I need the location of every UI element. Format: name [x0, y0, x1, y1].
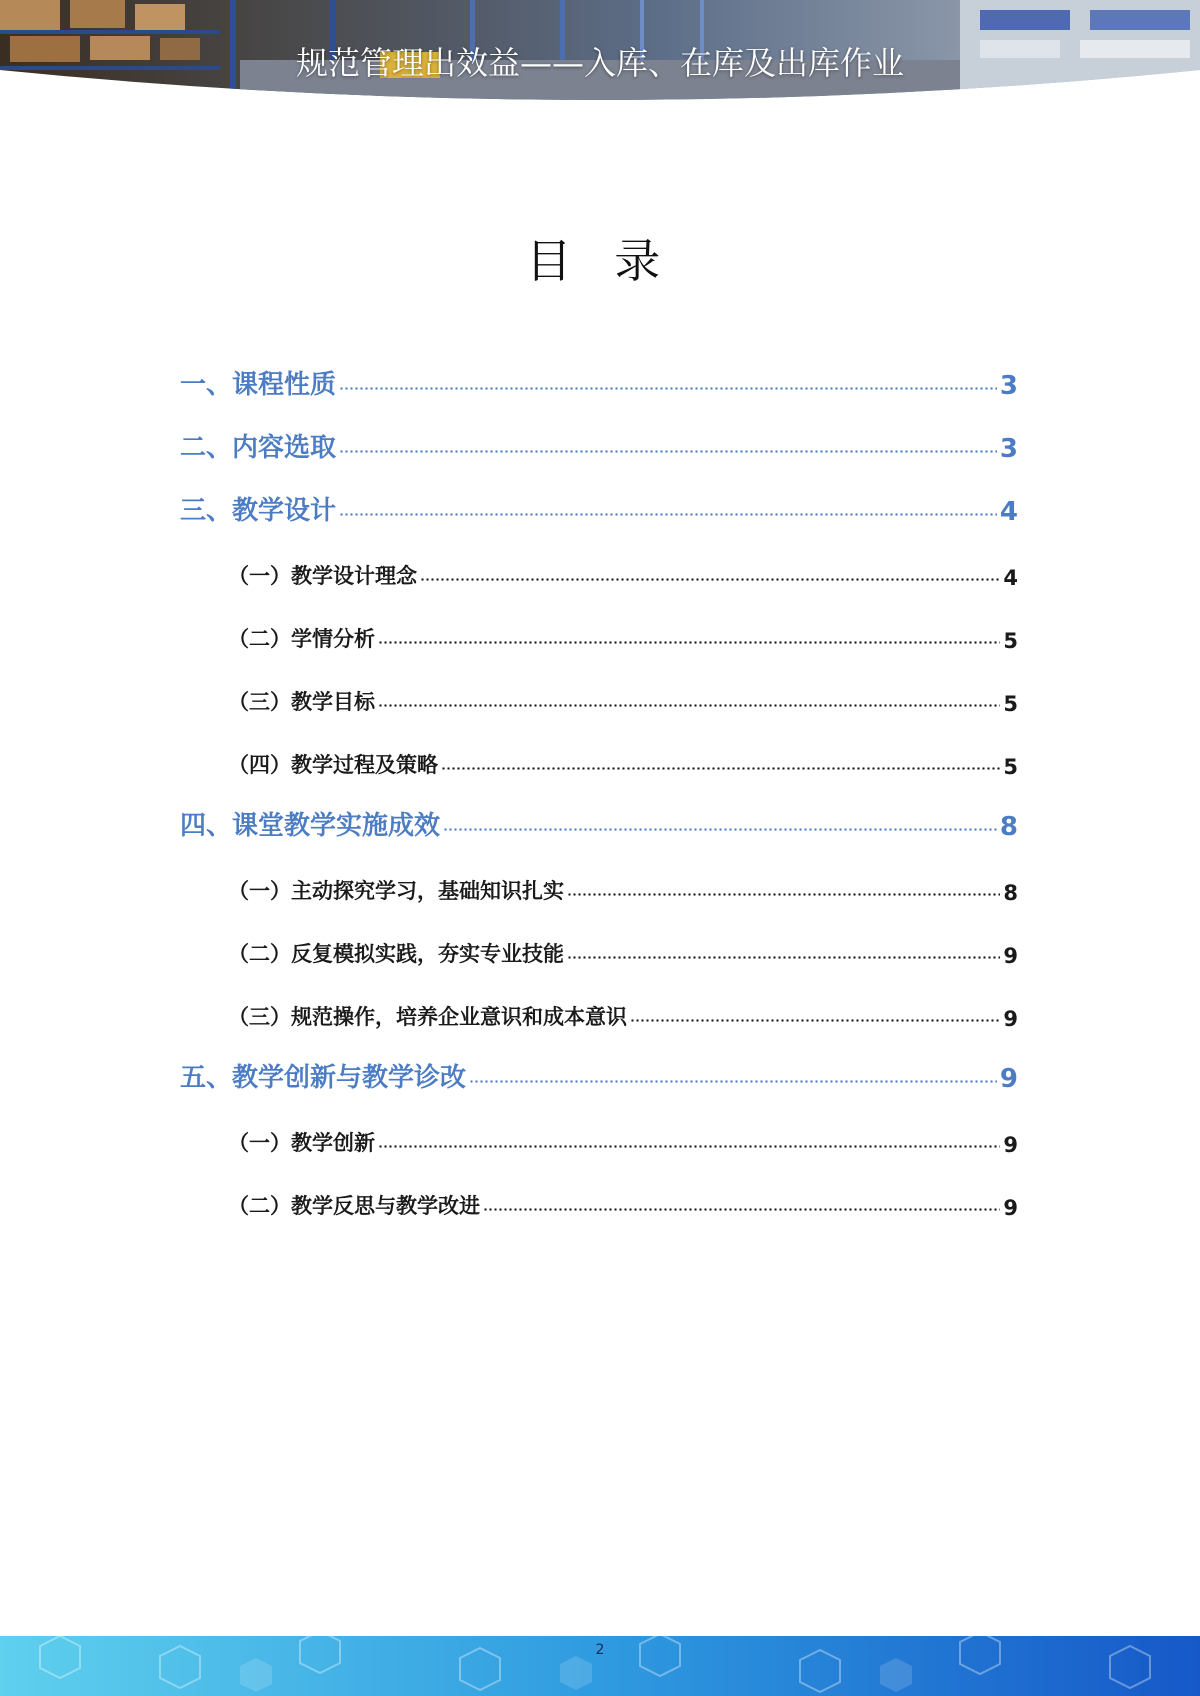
toc-entry[interactable] — [228, 682, 1018, 716]
toc-leader-dots — [339, 450, 997, 453]
toc-entry[interactable] — [228, 556, 1018, 590]
toc-entry-page: 9 — [1003, 1133, 1018, 1157]
toc-entry[interactable] — [180, 430, 1018, 464]
toc-leader-dots — [378, 1145, 1000, 1148]
toc-entry-label: （一）教学设计理念 — [228, 564, 417, 588]
toc-entry[interactable] — [228, 934, 1018, 968]
toc-leader-dots — [483, 1208, 1000, 1211]
toc-entry[interactable] — [180, 493, 1018, 527]
toc-title: 目 录 — [525, 234, 675, 288]
toc-entry-page: 5 — [1003, 629, 1018, 653]
toc-entry-label: （四）教学过程及策略 — [228, 753, 438, 777]
toc-entry-page: 4 — [999, 497, 1018, 527]
toc-entry[interactable] — [228, 871, 1018, 905]
toc-leader-dots — [469, 1080, 997, 1083]
toc-entry-label: （一）教学创新 — [228, 1131, 375, 1155]
toc-entry[interactable] — [228, 1186, 1018, 1220]
toc-entry-page: 3 — [999, 434, 1018, 464]
toc-entry-label: （二）教学反思与教学改进 — [228, 1194, 480, 1218]
toc-entry-page: 5 — [1003, 692, 1018, 716]
toc-leader-dots — [567, 893, 1000, 896]
toc-leader-dots — [378, 641, 1000, 644]
toc-leader-dots — [630, 1019, 1000, 1022]
toc-entry-page: 9 — [1003, 944, 1018, 968]
toc-entry-label: 四、课堂教学实施成效 — [180, 811, 441, 841]
toc-entry[interactable] — [228, 997, 1018, 1031]
toc-entry-page: 8 — [999, 812, 1018, 842]
toc-leader-dots — [441, 767, 1000, 770]
toc-leader-dots — [339, 513, 997, 516]
banner-title: 规范管理出效益——入库、在库及出库作业 — [295, 44, 904, 82]
toc-entry-page: 4 — [1003, 566, 1018, 590]
toc-leader-dots — [339, 387, 997, 390]
toc-entry-label: 三、教学设计 — [180, 496, 337, 526]
header-banner — [0, 0, 1200, 110]
toc-leader-dots — [567, 956, 1000, 959]
toc-leader-dots — [378, 704, 1000, 707]
toc-entry-page: 9 — [1003, 1196, 1018, 1220]
toc-entry-label: 一、课程性质 — [180, 370, 337, 400]
toc-entry-label: 二、内容选取 — [180, 433, 337, 463]
toc-entry-page: 5 — [1003, 755, 1018, 779]
toc-entry[interactable] — [180, 808, 1018, 842]
toc-entry[interactable] — [180, 367, 1018, 401]
toc-entry-label: （二）反复模拟实践，夯实专业技能 — [228, 942, 564, 966]
toc-leader-dots — [420, 578, 1000, 581]
toc-entry-label: （三）规范操作，培养企业意识和成本意识 — [228, 1005, 627, 1029]
toc-entry-label: （一）主动探究学习，基础知识扎实 — [228, 879, 564, 903]
toc-entry-page: 9 — [999, 1064, 1018, 1094]
toc-entry-page: 3 — [999, 371, 1018, 401]
toc-leader-dots — [443, 828, 997, 831]
toc-entry[interactable] — [228, 745, 1018, 779]
toc-entry-page: 8 — [1003, 881, 1018, 905]
page-number: 2 — [595, 1642, 605, 1658]
toc-entry[interactable] — [228, 619, 1018, 653]
toc-entry[interactable] — [228, 1123, 1018, 1157]
toc-entry-label: （二）学情分析 — [228, 627, 375, 651]
toc-entry-label: 五、教学创新与教学诊改 — [180, 1063, 467, 1093]
toc-entry-label: （三）教学目标 — [228, 690, 375, 714]
toc-entry-page: 9 — [1003, 1007, 1018, 1031]
toc-entry[interactable] — [180, 1060, 1018, 1094]
